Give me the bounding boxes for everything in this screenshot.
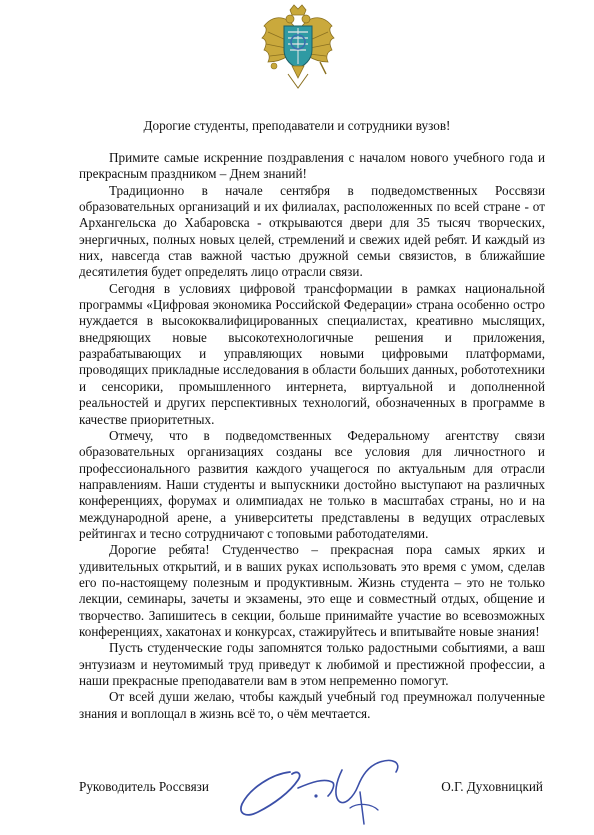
paragraph: От всей души желаю, чтобы каждый учебный год преумножал полученные знания и воплощал в жизнь всё то, о чём мечтается. (79, 689, 545, 721)
paragraph: Традиционно в начале сентября в подведомственных Россвязи образовательных организаций и их филиалах, расположенных по всей стране - от Архангельска до Хабаровска - открываются двери для 35 тысяч творческих, энергичных, полных новых целей, стремлений и свежих идей ребят. И каждый из них, навсегда став важной частью дружной семьи связистов, в ближайшие десятилетия будет определять лицо отрасли связи. (79, 182, 545, 280)
paragraph: Отмечу, что в подведомственных Федеральному агентству связи образовательных организациях созданы все условия для личностного и профессионального развития каждого учащегося по актуальным для отрасли направлениям. Наши студенты и выпускники достойно выступают на различных конференциях, форумах и олимпиадах не только в масштабах страны, но и на международной арене, а университеты представлены в ведущих отраслевых рейтингах и тесно сотрудничают с топовыми работодателями. (79, 427, 545, 541)
signature-block (79, 779, 545, 799)
signatory-position: Руководитель Россвязи (79, 779, 209, 794)
greeting-heading: Дорогие студенты, преподаватели и сотрудники вузов! (143, 118, 451, 133)
letter-body (79, 150, 545, 722)
paragraph: Дорогие ребята! Студенчество – прекрасная пора самых ярких и удивительных открытий, и в ваших руках использовать это время с умом, сделав его по-настоящему полезным и продуктивным. Жизнь студента – это не только лекции, семинары, зачеты и экзамены, это еще и совместный отдых, общение и творчество. Запишитесь в секции, больше принимайте участие во всевозможных конференциях, хакатонах и конкурсах, стажируйтесь и впитывайте новые знания! (79, 542, 545, 639)
paragraph: Сегодня в условиях цифровой трансформации в рамках национальной программы «Цифровая экономика Российской Федерации» страна особенно остро нуждается в высококвалифицированных специалистах, креативно мыслящих, внедряющих новые высокотехнологичные решения и приложения, разрабатывающих и управляющих новыми цифровыми платформами, проводящих прикладные исследования в области больших данных, робототехники и сенсорики, промышленного интернета, виртуальной и дополненной реальностей и других перспективных технологий, обозначенных в программе в качестве приоритетных. (79, 280, 545, 427)
agency-emblem-icon (260, 4, 336, 94)
paragraph: Примите самые искренние поздравления с началом нового учебного года и прекрасным праздником – Днем знаний! (79, 150, 545, 182)
signatory-name: О.Г. Духовницкий (441, 779, 543, 794)
paragraph: Пусть студенческие годы запомнятся только радостными событиями, а ваш энтузиазм и неутомимый труд приведут к любимой и престижной профессии, а наши прекрасные преподаватели вам в этом непременно помогут. (79, 640, 545, 688)
